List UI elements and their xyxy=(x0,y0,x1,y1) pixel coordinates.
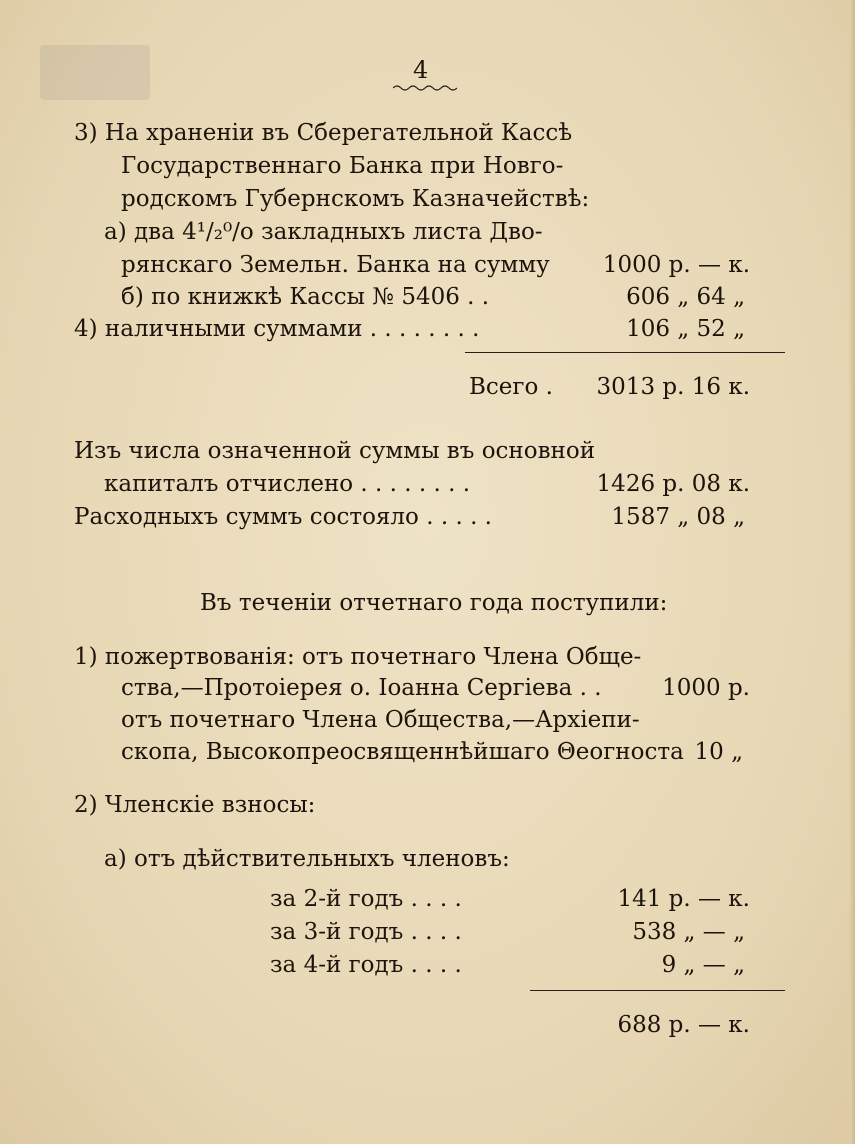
received-heading: Въ теченіи отчетнаго года поступили: xyxy=(200,590,668,616)
section3-line2: Государственнаго Банка при Новго- xyxy=(121,153,564,179)
allocation-line2-amount: 1426 р. 08 к. xyxy=(596,471,750,497)
member-fees-subheading: а) отъ дѣйствительныхъ членовъ: xyxy=(104,846,510,872)
section3-item-a-line2: рянскаго Земельн. Банка на сумму xyxy=(121,252,550,278)
page-edge xyxy=(849,0,855,1144)
total-rule xyxy=(465,352,785,353)
donations-line2-amount: 1000 р. xyxy=(662,675,750,701)
fee-row-amount: 141 р. — к. xyxy=(617,886,750,912)
member-fees-heading: 2) Членскіе взносы: xyxy=(74,792,316,818)
faded-stamp xyxy=(40,45,150,100)
fee-row-label: за 4-й годъ . . . . xyxy=(270,952,462,978)
fee-row-label: за 2-й годъ . . . . xyxy=(270,886,462,912)
donations-line3: отъ почетнаго Члена Общества,—Архіепи- xyxy=(121,707,640,733)
section3-item-a-line1: а) два 4¹/₂⁰/о закладныхъ листа Дво- xyxy=(104,219,543,245)
fees-total-amount: 688 р. — к. xyxy=(617,1012,750,1038)
allocation-line2: капиталъ отчислено . . . . . . . . xyxy=(104,471,471,497)
total-amount: 3013 р. 16 к. xyxy=(596,374,750,400)
donations-line4: скопа, Высокопреосвященнѣйшаго Θеогноста xyxy=(121,739,684,765)
section3-item-b: б) по книжкѣ Кассы № 5406 . . xyxy=(121,284,490,310)
donations-line2: ства,—Протоіерея о. Іоанна Сергіева . . xyxy=(121,675,602,701)
allocation-line3-amount: 1587 „ 08 „ xyxy=(611,504,745,530)
section4-label: 4) наличными суммами . . . . . . . . xyxy=(74,316,480,342)
fee-row-amount: 9 „ — „ xyxy=(661,952,745,978)
section3-item-a-amount: 1000 р. — к. xyxy=(602,252,750,278)
page-number: 4 xyxy=(413,56,429,84)
allocation-line1: Изъ числа означенной суммы въ основной xyxy=(74,438,596,464)
fee-row-label: за 3-й годъ . . . . xyxy=(270,919,462,945)
section3-line3: родскомъ Губернскомъ Казначействѣ: xyxy=(121,186,590,212)
fee-row-amount: 538 „ — „ xyxy=(632,919,745,945)
section3-item-b-amount: 606 „ 64 „ xyxy=(626,284,745,310)
fees-total-rule xyxy=(530,990,785,991)
donations-line4-amount: 10 „ xyxy=(694,739,743,765)
donations-line1: 1) пожертвованія: отъ почетнаго Члена Обще- xyxy=(74,644,642,670)
allocation-line3: Расходныхъ суммъ состояло . . . . . xyxy=(74,504,492,530)
section4-amount: 106 „ 52 „ xyxy=(626,316,745,342)
ornament-wave xyxy=(393,84,457,92)
section3-line1: 3) На храненіи въ Сберегательной Кассѣ xyxy=(74,120,573,146)
total-label: Всего . xyxy=(469,374,553,400)
